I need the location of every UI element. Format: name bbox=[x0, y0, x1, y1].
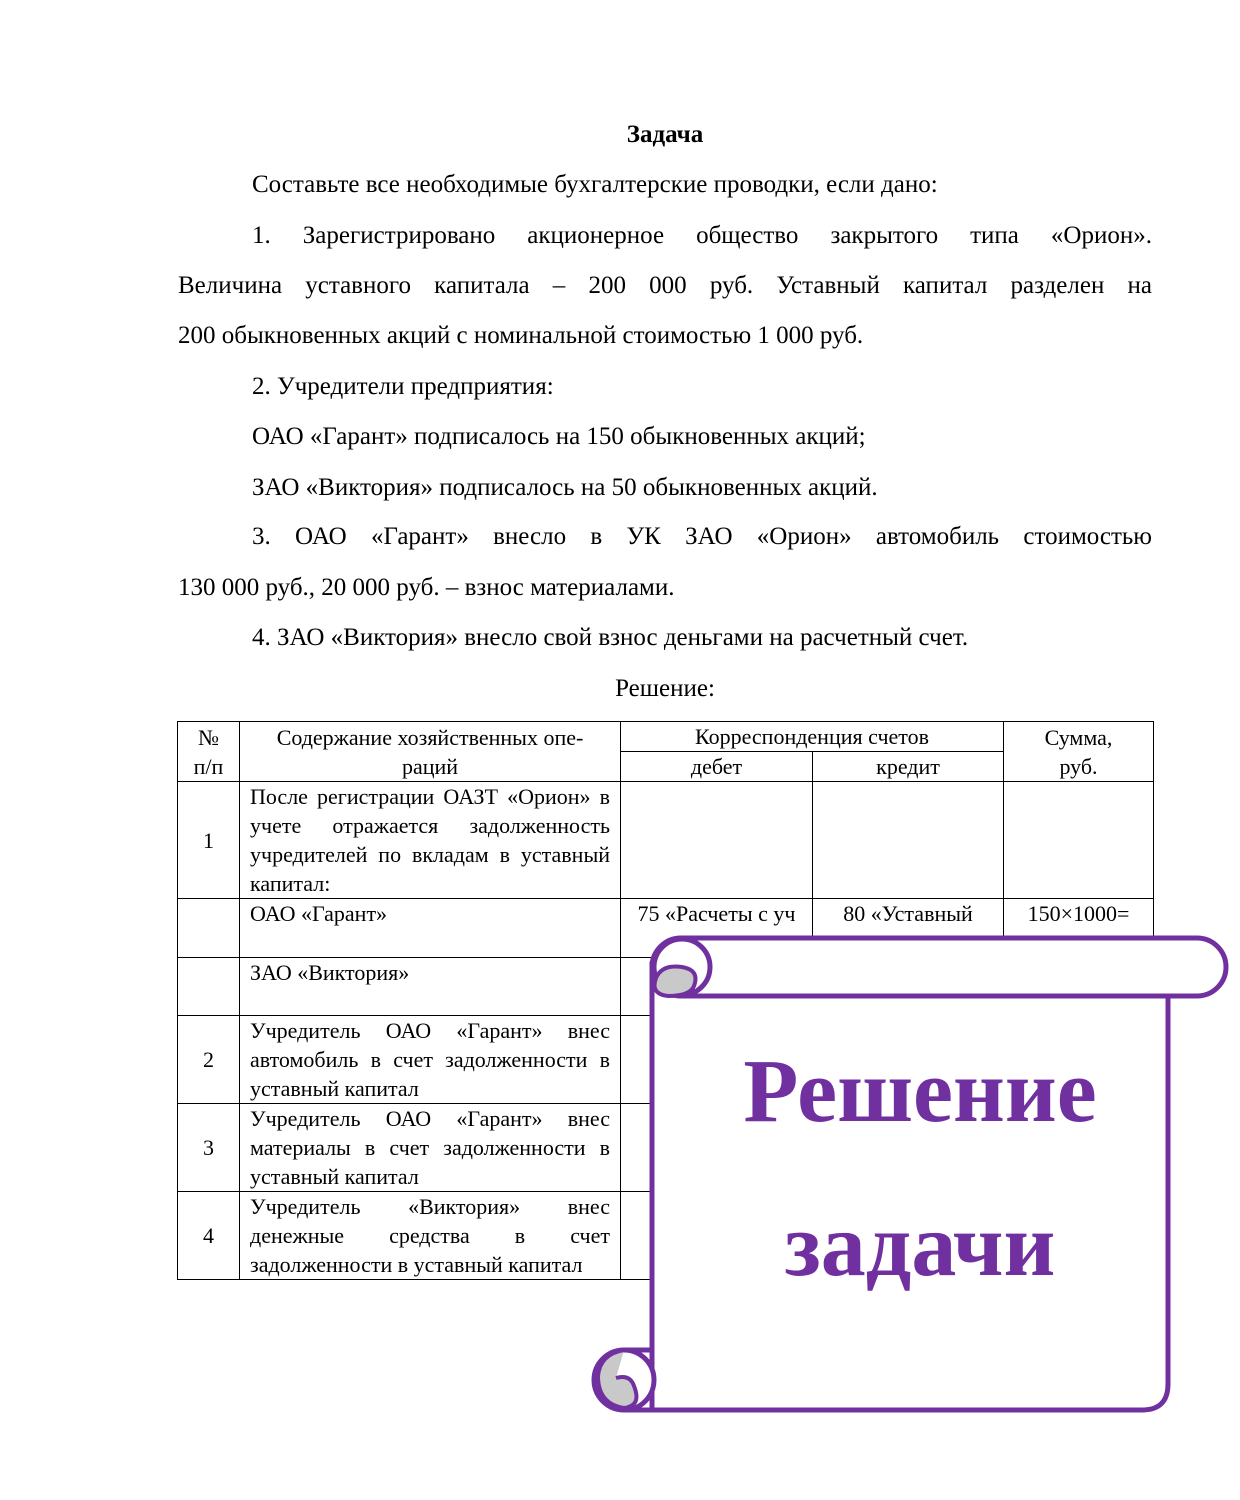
header-num bbox=[178, 722, 240, 782]
banner-line-1: Решение bbox=[743, 1042, 1097, 1141]
row-num bbox=[178, 958, 240, 1016]
task-intro: Составьте все необходимые бухгалтерские проводки, если дано: bbox=[252, 171, 938, 198]
row-credit: 80 «Уставный bbox=[813, 899, 1004, 958]
header-num-line-1: № bbox=[198, 724, 219, 750]
row-content: Учредитель «Виктория» внес денежные средства в счет задолженности в уставный капитал bbox=[240, 1192, 621, 1280]
row-num: 3 bbox=[178, 1104, 240, 1192]
solution-heading: Решение: bbox=[615, 675, 715, 702]
header-debit: дебет bbox=[621, 752, 813, 782]
header-credit: кредит bbox=[813, 752, 1004, 782]
row-content: Учредитель ОАО «Гарант» внес материалы в счет задолженности в уставный капитал bbox=[240, 1104, 621, 1192]
header-sum-line-1: Сумма, bbox=[1044, 724, 1113, 750]
row-content: После регистрации ОАЗТ «Орион» в учете отражается задолженность учредителей по вкладам в уставный капитал: bbox=[240, 782, 621, 899]
row-credit bbox=[813, 782, 1004, 899]
header-content-line-1: Содержание хозяйственных опе- bbox=[276, 724, 584, 750]
task-item-2-line-3: ЗАО «Виктория» подписалось на 50 обыкновенных акций. bbox=[252, 474, 878, 501]
scroll-shape bbox=[590, 934, 1230, 1414]
header-num-line-2: п/п bbox=[193, 753, 224, 779]
row-sum: 150×1000= bbox=[1004, 899, 1154, 958]
header-sum-line-2: руб. bbox=[1059, 753, 1098, 779]
task-item-1-line-2: Величина уставного капитала – 200 000 руб. Уставный капитал разделен на bbox=[178, 272, 1152, 299]
row-content: ОАО «Гарант» bbox=[240, 899, 621, 958]
table-row bbox=[178, 782, 1154, 899]
row-num: 1 bbox=[178, 782, 240, 899]
task-item-1-line-3: 200 обыкновенных акций с номинальной стоимостью 1 000 руб. bbox=[178, 322, 864, 349]
header-sum bbox=[1004, 722, 1154, 782]
header-content-line-2: раций bbox=[401, 753, 459, 779]
row-sum bbox=[1004, 782, 1154, 899]
task-item-3-line-2: 130 000 руб., 20 000 руб. – взнос материалами. bbox=[178, 574, 675, 601]
task-item-3-line-1: 3. ОАО «Гарант» внесло в УК ЗАО «Орион» автомобиль стоимостью bbox=[252, 523, 1152, 550]
task-title: Задача bbox=[626, 121, 704, 148]
header-correspondence: Корреспонденция счетов bbox=[621, 722, 1004, 752]
solution-scroll-banner[interactable] bbox=[590, 934, 1230, 1414]
row-content: ЗАО «Виктория» bbox=[240, 958, 621, 1016]
task-item-4-line-1: 4. ЗАО «Виктория» внесло свой взнос деньгами на расчетный счет. bbox=[252, 624, 969, 651]
task-item-2-line-2: ОАО «Гарант» подписалось на 150 обыкновенных акций; bbox=[252, 423, 866, 450]
row-num: 4 bbox=[178, 1192, 240, 1280]
row-content: Учредитель ОАО «Гарант» внес автомобиль в счет задолженности в уставный капитал bbox=[240, 1016, 621, 1104]
row-num bbox=[178, 899, 240, 958]
row-debit bbox=[621, 782, 813, 899]
header-content bbox=[240, 722, 621, 782]
task-item-2-line-1: 2. Учредители предприятия: bbox=[252, 373, 554, 400]
row-debit: 75 «Расчеты с уч bbox=[621, 899, 813, 958]
task-item-1-line-1: 1. Зарегистрировано акционерное общество закрытого типа «Орион». bbox=[252, 222, 1152, 249]
row-num: 2 bbox=[178, 1016, 240, 1104]
banner-line-2: задачи bbox=[784, 1196, 1056, 1295]
